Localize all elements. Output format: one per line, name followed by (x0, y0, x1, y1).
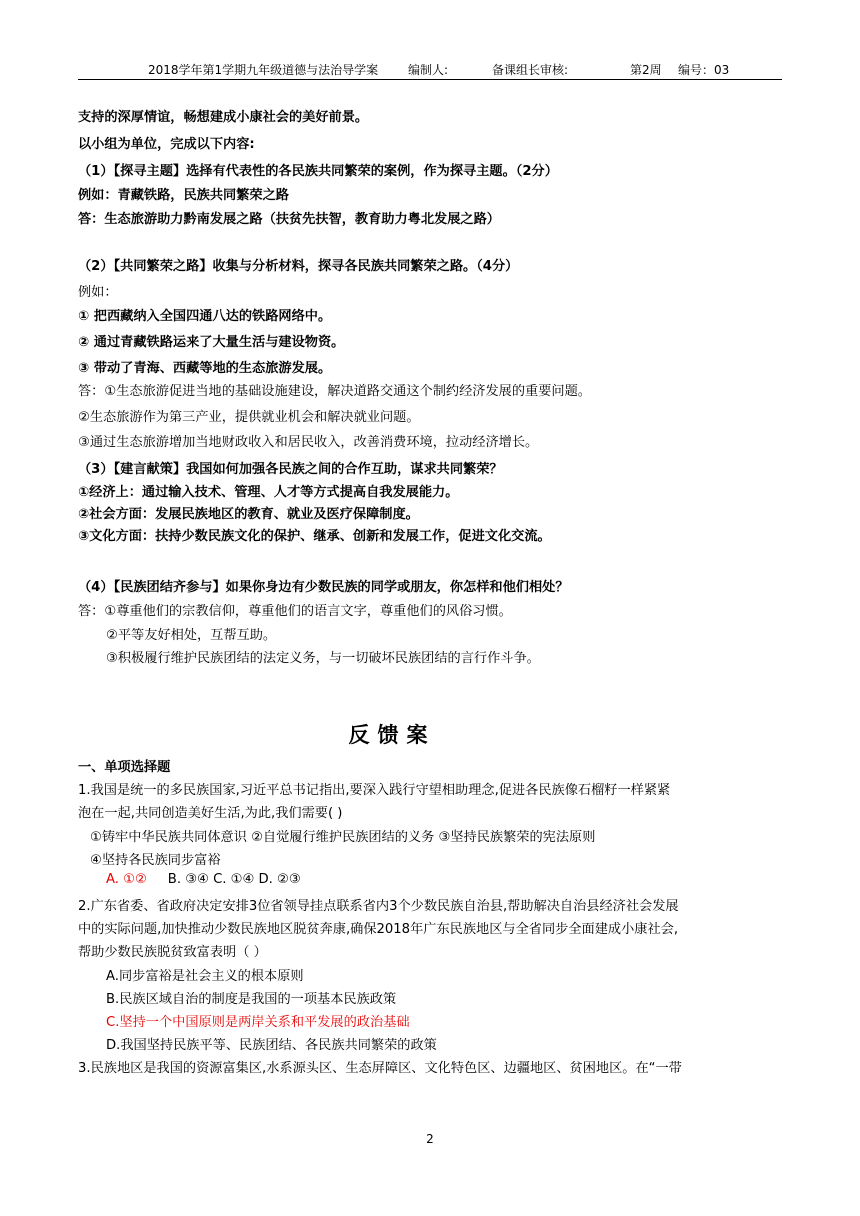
q4-title: （4）【民族团结齐参与】如果你身边有少数民族的同学或朋友，你怎样和他们相处？ (78, 580, 569, 595)
header-author: 编制人: (408, 63, 449, 77)
q4-answer-2: ②平等友好相处，互帮互助。 (106, 628, 277, 643)
q2-answer-3: ③通过生态旅游增加当地财政收入和居民收入，改善消费环境，拉动经济增长。 (78, 435, 539, 450)
mc1-answer-a: A. ①② (106, 872, 147, 887)
mc1-stem-1: 1.我国是统一的多民族国家,习近平总书记指出,要深入践行守望相助理念,促进各民族像石榴籽一样紧紧 (78, 783, 671, 798)
q2-title: （2）【共同繁荣之路】收集与分析材料，探寻各民族共同繁荣之路。（4分） (78, 259, 519, 274)
q3-answer-2: ②社会方面：发展民族地区的教育、就业及医疗保障制度。 (78, 507, 419, 522)
q3-answer-1: ①经济上：通过输入技术、管理、人才等方式提高自我发展能力。 (78, 485, 459, 500)
q3-title: （3）【建言献策】我国如何加强各民族之间的合作互助，谋求共同繁荣？ (78, 462, 503, 477)
mc1-options-2: ④坚持各民族同步富裕 (90, 853, 221, 868)
mc2-stem-3: 帮助少数民族脱贫致富表明（ ） (78, 945, 267, 960)
mc3-stem-1: 3.民族地区是我国的资源富集区,水系源头区、生态屏障区、文化特色区、边疆地区、贫困地区。在“一带 (78, 1061, 682, 1076)
mc1-other-choices: B. ③④ C. ①④ D. ②③ (167, 872, 301, 887)
intro-text: 支持的深厚情谊，畅想建成小康社会的美好前景。 (78, 110, 369, 125)
q2-answer-1: 答：①生态旅游促进当地的基础设施建设，解决道路交通这个制约经济发展的重要问题。 (78, 384, 591, 399)
mc1-options-1: ①铸牢中华民族共同体意识 ②自觉履行维护民族团结的义务 ③坚持民族繁荣的宪法原则 (90, 830, 596, 845)
header-number: 编号：03 (678, 63, 730, 77)
header-reviewer: 备课组长审核: (492, 63, 569, 77)
mc1-stem-2: 泡在一起,共同创造美好生活,为此,我们需要( ) (78, 806, 343, 821)
mc1-choices (106, 872, 301, 887)
q2-example-1: ① 把西藏纳入全国四通八达的铁路网络中。 (78, 309, 332, 324)
header-week: 第2周 (630, 63, 662, 77)
q1-answer: 答：生态旅游助力黔南发展之路（扶贫先扶智，教育助力粤北发展之路） (78, 212, 500, 227)
q2-example-label: 例如： (78, 285, 118, 300)
mc2-stem-1: 2.广东省委、省政府决定安排3位省领导挂点联系省内3个少数民族自治县,帮助解决自治县经济社会发展 (78, 899, 679, 914)
q4-answer-3: ③积极履行维护民族团结的法定义务，与一切破坏民族团结的言行作斗争。 (106, 651, 540, 666)
q2-answer-2: ②生态旅游作为第三产业，提供就业机会和解决就业问题。 (78, 410, 420, 425)
q1-example: 例如：青藏铁路，民族共同繁荣之路 (78, 188, 289, 203)
q2-example-3: ③ 带动了青海、西藏等地的生态旅游发展。 (78, 361, 332, 376)
q3-answer-3: ③文化方面：扶持少数民族文化的保护、继承、创新和发展工作，促进文化交流。 (78, 529, 551, 544)
page-number: 2 (426, 1132, 434, 1146)
mc2-option-c: C.坚持一个中国原则是两岸关系和平发展的政治基础 (106, 1015, 410, 1030)
task-heading: 以小组为单位，完成以下内容: (78, 137, 255, 152)
q2-example-2: ② 通过青藏铁路运来了大量生活与建设物资。 (78, 335, 345, 350)
page-header (78, 61, 782, 80)
mc2-option-a: A.同步富裕是社会主义的根本原则 (106, 969, 304, 984)
mc2-stem-2: 中的实际问题,加快推动少数民族地区脱贫奔康,确保2018年广东民族地区与全省同步全面建成小康社会, (78, 922, 679, 937)
feedback-title: 反馈案 (348, 723, 436, 747)
mc2-option-b: B.民族区域自治的制度是我国的一项基本民族政策 (106, 992, 397, 1007)
q1-title: （1）【探寻主题】选择有代表性的各民族共同繁荣的案例，作为探寻主题。（2分） (78, 164, 558, 179)
section-single-choice: 一、单项选择题 (78, 760, 171, 775)
mc2-option-d: D.我国坚持民族平等、民族团结、各民族共同繁荣的政策 (106, 1038, 437, 1053)
q4-answer-1: 答：①尊重他们的宗教信仰，尊重他们的语言文字，尊重他们的风俗习惯。 (78, 604, 512, 619)
header-course: 2018学年第1学期九年级道德与法治导学案 (148, 63, 379, 77)
